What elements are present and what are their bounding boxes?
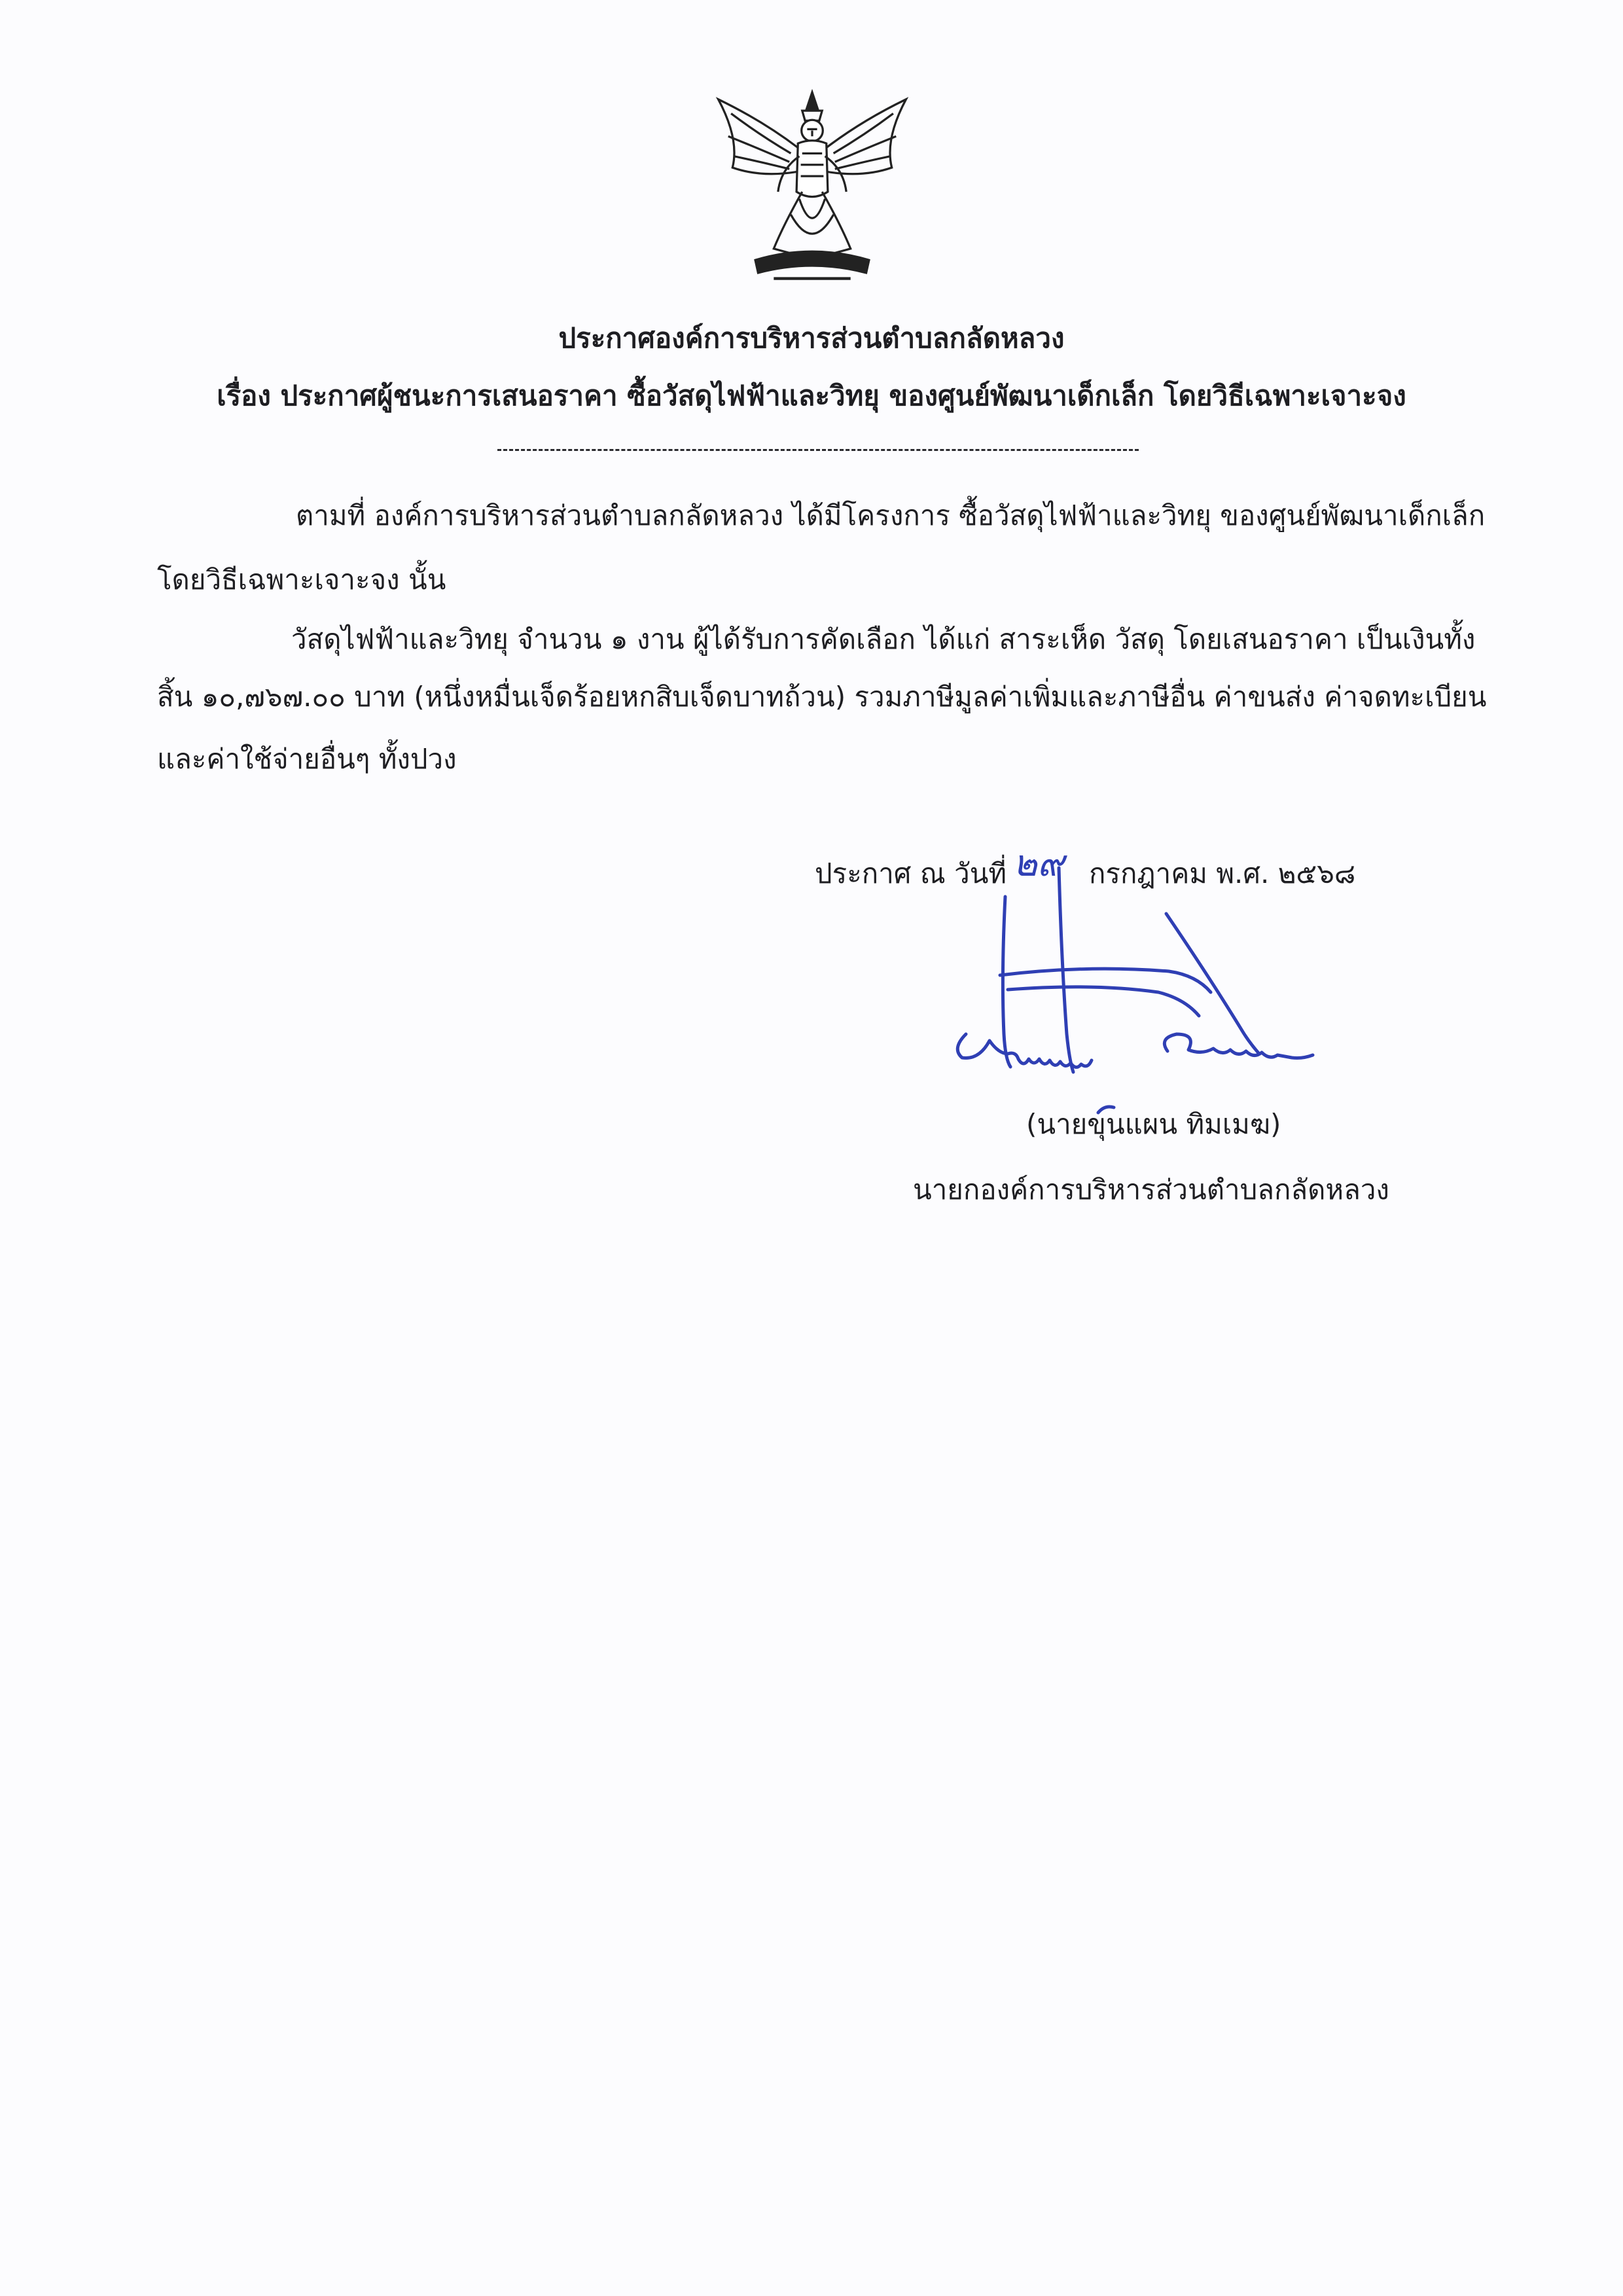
dashed-divider [497, 449, 1139, 451]
signer-name: (นายขุนแผน ทิมเมฆ) [1026, 1108, 1281, 1140]
paragraph-2-line-2: สิ้น ๑๐,๗๖๗.๐๐ บาท (หนึ่งหมื่นเจ็ดร้อยหกสิบเจ็ดบาทถ้วน) รวมภาษีมูลค่าเพิ่มและภาษีอื่น ค่าขนส่ง ค่าจดทะเบียน [157, 681, 1487, 713]
handwritten-signature [942, 844, 1335, 1119]
date-prefix: ประกาศ ณ วันที่ [815, 857, 1007, 889]
paragraph-1-line-1: ตามที่ องค์การบริหารส่วนตำบลกลัดหลวง ได้มีโครงการ ซื้อวัสดุไฟฟ้าและวิทยุ ของศูนย์พัฒนาเด็กเล็ก [296, 499, 1486, 531]
paragraph-1-line-2: โดยวิธีเฉพาะเจาะจง นั้น [157, 564, 446, 596]
announcement-subject: เรื่อง ประกาศผู้ชนะการเสนอราคา ซื้อวัสดุไฟฟ้าและวิทยุ ของศูนย์พัฒนาเด็กเล็ก โดยวิธีเฉพาะเจาะจง [217, 380, 1406, 412]
handwritten-day: ๒๙ [1013, 842, 1064, 885]
date-month-year: กรกฎาคม พ.ศ. ๒๕๖๘ [1089, 857, 1356, 889]
signer-position: นายกองค์การบริหารส่วนตำบลกลัดหลวง [913, 1174, 1389, 1206]
announcement-title: ประกาศองค์การบริหารส่วนตำบลกลัดหลวง [558, 322, 1065, 354]
paragraph-2-line-3: และค่าใช้จ่ายอื่นๆ ทั้งปวง [157, 743, 457, 775]
paragraph-2-line-1: วัสดุไฟฟ้าและวิทยุ จำนวน ๑ งาน ผู้ได้รับการคัดเลือก ได้แก่ สาระเห็ด วัสดุ โดยเสนอราคา เป็นเงินทั้ง [291, 623, 1476, 655]
garuda-emblem-icon [705, 85, 919, 298]
